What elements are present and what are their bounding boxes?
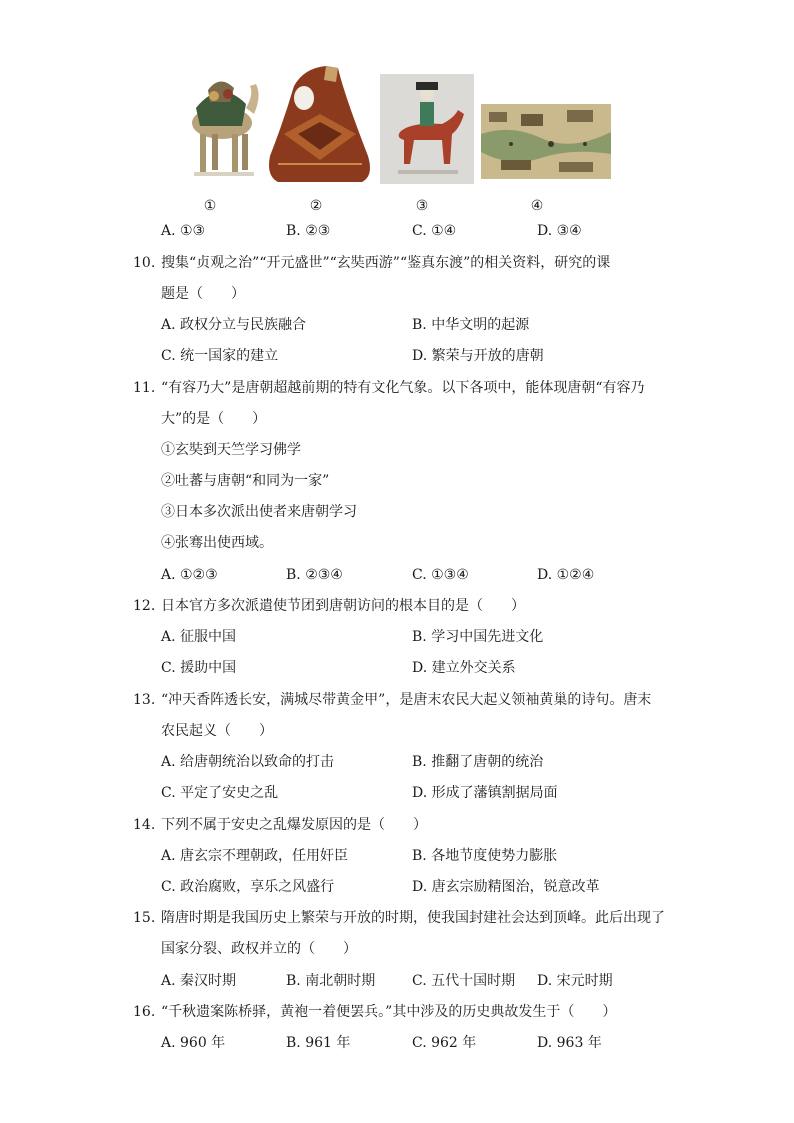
question-stem: 隋唐时期是我国历史上繁荣与开放的时期，使我国封建社会达到顶峰。此后出现了 — [161, 910, 665, 926]
option-b: B. 961 年 — [286, 1035, 351, 1051]
option-b: B. 推翻了唐朝的统治 — [412, 754, 544, 770]
option-b: B. ②③④ — [286, 567, 343, 583]
option-d: D. ③④ — [537, 223, 582, 239]
question-stem: “千秋遗案陈桥驿，黄袍一着便罢兵。”其中涉及的历史典故发生于（ ） — [161, 1004, 617, 1020]
question-stem: 题是（ ） — [161, 286, 245, 302]
option-a: A. 政权分立与民族融合 — [161, 317, 307, 333]
question-number: 11. — [133, 380, 156, 396]
question-stem: 搜集“贞观之治”“开元盛世”“玄奘西游”“鉴真东渡”的相关资料，研究的课 — [161, 255, 611, 271]
option-c: C. 962 年 — [412, 1035, 477, 1051]
option-b: B. 各地节度使势力膨胀 — [412, 848, 558, 864]
question-number: 13. — [133, 692, 156, 708]
question-stem: 农民起义（ ） — [161, 723, 273, 739]
question-stem: “有容乃大”是唐朝超越前期的特有文化气象。以下各项中，能体现唐朝“有容乃 — [161, 380, 645, 396]
option-a: A. 征服中国 — [161, 629, 237, 645]
horse-rider-image — [380, 74, 474, 184]
question-number: 16. — [133, 1004, 156, 1020]
option-b: B. ②③ — [286, 223, 331, 239]
option-a: A. 给唐朝统治以致命的打击 — [161, 754, 335, 770]
statement-item: ④张骞出使西域。 — [161, 535, 273, 551]
question-number: 15. — [133, 910, 156, 926]
option-a: A. ①③ — [161, 223, 206, 239]
option-a: A. 秦汉时期 — [161, 973, 237, 989]
option-c: C. 平定了安史之乱 — [161, 785, 279, 801]
question-number: 12. — [133, 598, 156, 614]
question-stem: 日本官方多次派遣使节团到唐朝访问的根本目的是（ ） — [161, 598, 525, 614]
figure-caption: ③ — [415, 198, 429, 214]
option-c: C. 政治腐败，享乐之风盛行 — [161, 879, 335, 895]
option-c: C. ①③④ — [412, 567, 469, 583]
question-number: 14. — [133, 817, 156, 833]
option-c: C. 五代十国时期 — [412, 973, 516, 989]
statement-item: ②吐蕃与唐朝“和同为一家” — [161, 473, 330, 489]
camel-figure-image — [180, 68, 265, 183]
scroll-painting-image — [481, 104, 611, 179]
figure-caption: ④ — [530, 198, 544, 214]
option-c: C. ①④ — [412, 223, 457, 239]
option-a: A. ①②③ — [161, 567, 218, 583]
leather-flask-image — [264, 64, 379, 186]
option-a: A. 960 年 — [161, 1035, 226, 1051]
option-b: B. 南北朝时期 — [286, 973, 376, 989]
option-b: B. 学习中国先进文化 — [412, 629, 544, 645]
option-d: D. 963 年 — [537, 1035, 602, 1051]
option-b: B. 中华文明的起源 — [412, 317, 530, 333]
question-number: 10. — [133, 255, 156, 271]
question-stem: 大”的是（ ） — [161, 411, 267, 427]
option-d: D. 唐玄宗励精图治，锐意改革 — [412, 879, 600, 895]
option-d: D. 形成了藩镇割据局面 — [412, 785, 558, 801]
question-stem: 国家分裂、政权并立的（ ） — [161, 941, 357, 957]
option-d: D. 宋元时期 — [537, 973, 613, 989]
question-stem: 下列不属于安史之乱爆发原因的是（ ） — [161, 817, 427, 833]
option-d: D. ①②④ — [537, 567, 595, 583]
figure-caption: ② — [309, 198, 323, 214]
option-d: D. 建立外交关系 — [412, 660, 516, 676]
option-c: C. 援助中国 — [161, 660, 237, 676]
statement-item: ①玄奘到天竺学习佛学 — [161, 442, 301, 458]
figure-caption: ① — [203, 198, 217, 214]
statement-item: ③日本多次派出使者来唐朝学习 — [161, 504, 357, 520]
option-c: C. 统一国家的建立 — [161, 348, 279, 364]
question-stem: “冲天香阵透长安，满城尽带黄金甲”，是唐末农民大起义领袖黄巢的诗句。唐末 — [161, 692, 652, 708]
option-d: D. 繁荣与开放的唐朝 — [412, 348, 544, 364]
option-a: A. 唐玄宗不理朝政，任用奸臣 — [161, 848, 349, 864]
